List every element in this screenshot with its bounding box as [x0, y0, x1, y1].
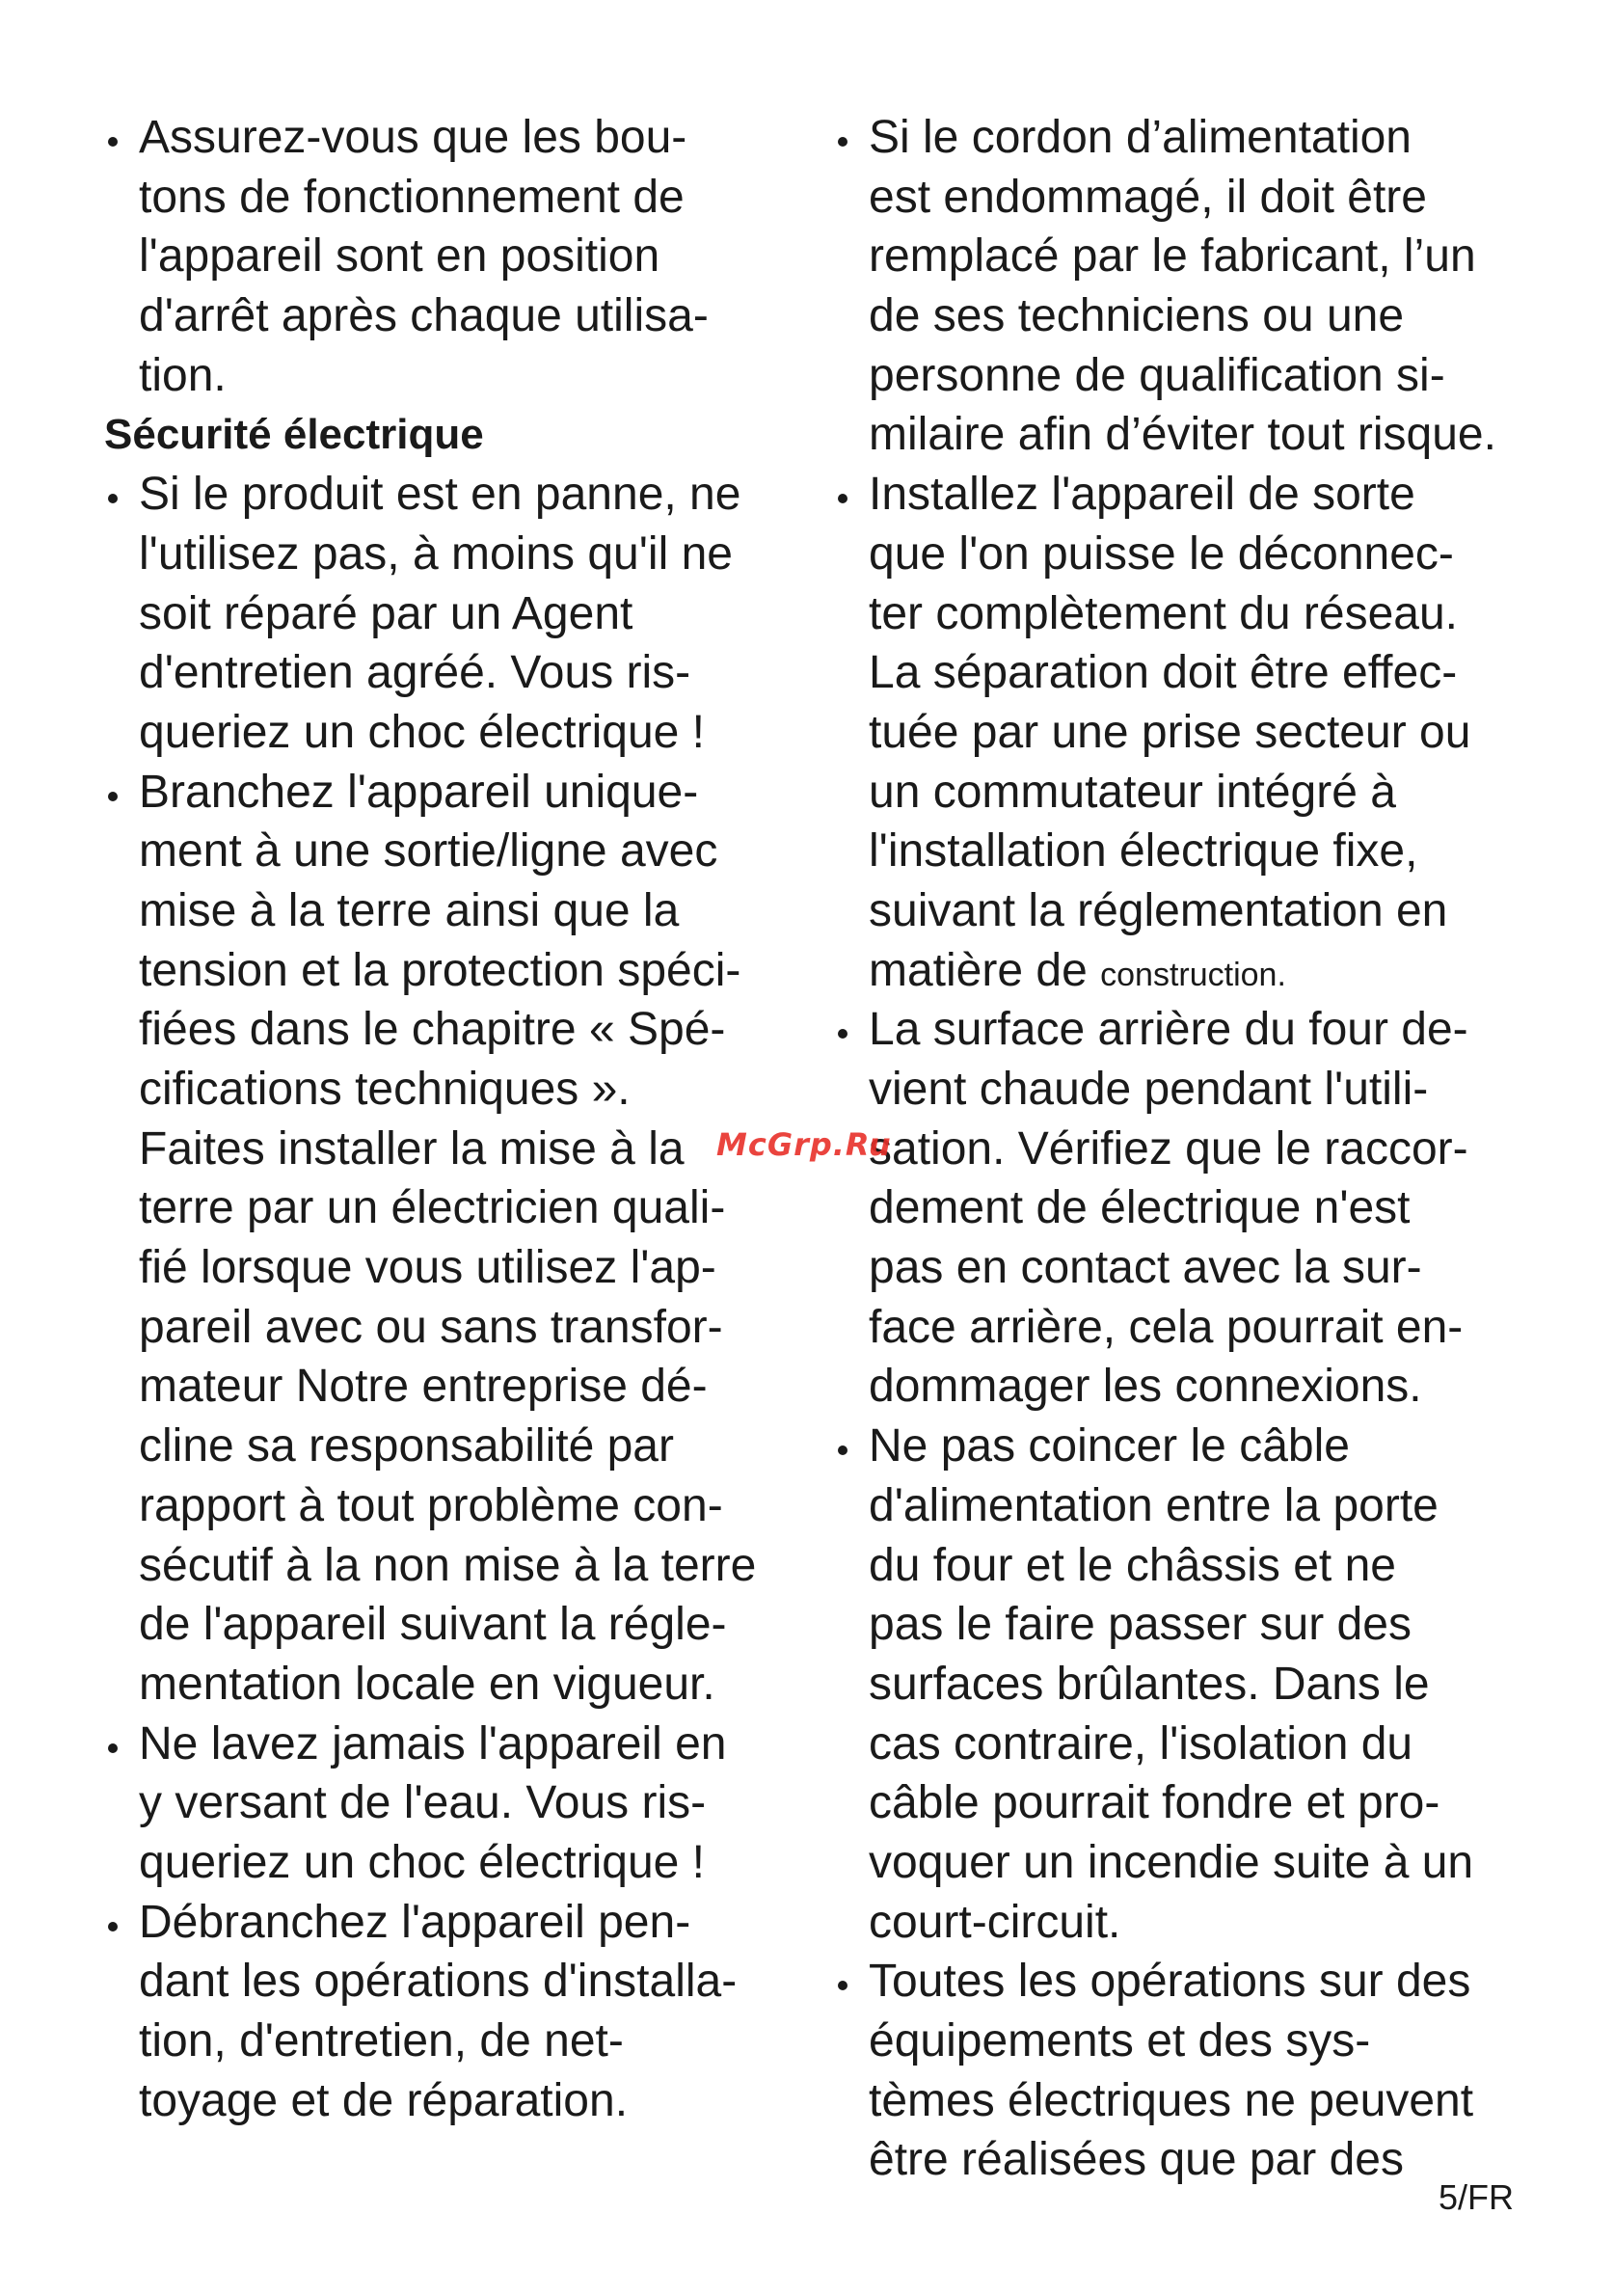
left-column: [104, 108, 798, 2130]
text-line: Toutes les opérations sur des: [869, 1956, 1471, 2008]
text-line: cas contraire, l'isolation du: [869, 1717, 1413, 1769]
text-line: Installez l'appareil de sorte: [869, 469, 1415, 521]
text-line: soit réparé par un Agent: [139, 587, 633, 639]
list-item: [104, 108, 798, 405]
text-line: Si le produit est en panne, ne: [139, 469, 741, 521]
text-line: vient chaude pendant l'utili-: [869, 1064, 1429, 1115]
text-line: l'installation électrique fixe,: [869, 825, 1418, 878]
text-line: un commutateur intégré à: [869, 766, 1396, 818]
text-line: ter complètement du réseau.: [869, 587, 1458, 639]
text-line: queriez un choc électrique !: [139, 1836, 706, 1888]
text-line: Faites installer la mise à la: [139, 1122, 685, 1175]
text-line: tion, d'entretien, de net-: [139, 2015, 624, 2066]
text-line: Débranchez l'appareil pen-: [139, 1896, 691, 1948]
list-item: [834, 1952, 1547, 2190]
text-line: suivant la réglementation en: [869, 884, 1448, 936]
text-line: remplacé par le fabricant, l’un: [869, 230, 1476, 283]
text-line: court-circuit.: [869, 1896, 1121, 1948]
text-line: queriez un choc électrique !: [139, 706, 706, 758]
text-line: pas le faire passer sur des: [869, 1599, 1412, 1651]
text-line: pas en contact avec la sur-: [869, 1242, 1422, 1294]
list-item: [104, 1893, 798, 2131]
text-line: d'arrêt après chaque utilisa-: [139, 290, 709, 342]
text-line: tion.: [139, 349, 227, 401]
list-item: [104, 763, 798, 1715]
text-line: La surface arrière du four de-: [869, 1004, 1468, 1056]
text-line: matière de construction.: [869, 944, 1286, 996]
text-line: l'appareil sont en position: [139, 230, 660, 283]
text-line: terre par un électricien quali-: [139, 1182, 726, 1234]
text-line: La séparation doit être effec-: [869, 647, 1458, 699]
text-line: ment à une sortie/ligne avec: [139, 825, 718, 878]
right-column: [834, 108, 1547, 2190]
text-line: Assurez-vous que les bou-: [139, 112, 687, 163]
text-line: cifications techniques ».: [139, 1064, 631, 1115]
text-line: d'entretien agréé. Vous ris-: [139, 647, 691, 699]
list-item: [834, 1000, 1547, 1417]
text-line: dant les opérations d'installa-: [139, 1956, 738, 2008]
list-item: [834, 108, 1547, 465]
text-line: dommager les connexions.: [869, 1361, 1422, 1413]
text-line: voquer un incendie suite à un: [869, 1836, 1474, 1888]
list-item: [834, 465, 1547, 1000]
text-line: fié lorsque vous utilisez l'ap-: [139, 1242, 716, 1294]
text-line: être réalisées que par des: [869, 2134, 1404, 2186]
text-line: équipements et des sys-: [869, 2015, 1371, 2066]
text-line: Si le cordon d’alimentation: [869, 112, 1412, 163]
text-line: sation. Vérifiez que le raccor-: [869, 1122, 1468, 1175]
text-line: mateur Notre entreprise dé-: [139, 1361, 708, 1413]
text-line: tension et la protection spéci-: [139, 944, 741, 996]
text-line: Ne lavez jamais l'appareil en: [139, 1717, 727, 1769]
text-line: de l'appareil suivant la régle-: [139, 1599, 727, 1651]
text-line: mise à la terre ainsi que la: [139, 884, 680, 936]
text-line: toyage et de réparation.: [139, 2074, 629, 2126]
list-item: [834, 1417, 1547, 1952]
text-line: fiées dans le chapitre « Spé-: [139, 1004, 726, 1056]
text-line: Branchez l'appareil unique-: [139, 766, 699, 818]
text-line: tuée par une prise secteur ou: [869, 706, 1471, 758]
text-line: de ses techniciens ou une: [869, 290, 1405, 342]
section-heading: Sécurité électrique: [104, 411, 484, 459]
text-line: dement de électrique n'est: [869, 1182, 1411, 1234]
text-line: face arrière, cela pourrait en-: [869, 1301, 1464, 1353]
text-line: que l'on puisse le déconnec-: [869, 527, 1454, 580]
text-line: est endommagé, il doit être: [869, 171, 1427, 223]
text-line: du four et le châssis et ne: [869, 1539, 1396, 1591]
text-line: d'alimentation entre la porte: [869, 1479, 1439, 1531]
text-line: y versant de l'eau. Vous ris-: [139, 1777, 707, 1829]
watermark: McGrp.Ru: [716, 1126, 892, 1163]
page-number: 5/FR: [1438, 2177, 1514, 2217]
text-line: surfaces brûlantes. Dans le: [869, 1658, 1430, 1710]
text-line: rapport à tout problème con-: [139, 1479, 723, 1531]
list-item: [104, 465, 798, 762]
text-line: tèmes électriques ne peuvent: [869, 2074, 1474, 2126]
list-item: [104, 1715, 798, 1893]
text-line: mentation locale en vigueur.: [139, 1658, 715, 1710]
text-line: milaire afin d’éviter tout risque.: [869, 409, 1496, 461]
text-line: Ne pas coincer le câble: [869, 1420, 1350, 1472]
text-line: personne de qualification si-: [869, 349, 1445, 401]
text-line: tons de fonctionnement de: [139, 171, 685, 223]
text-line: cline sa responsabilité par: [139, 1420, 674, 1472]
text-line: l'utilisez pas, à moins qu'il ne: [139, 527, 733, 580]
text-line: câble pourrait fondre et pro-: [869, 1777, 1440, 1829]
text-line: pareil avec ou sans transfor-: [139, 1301, 723, 1353]
text-line: sécutif à la non mise à la terre: [139, 1539, 757, 1591]
